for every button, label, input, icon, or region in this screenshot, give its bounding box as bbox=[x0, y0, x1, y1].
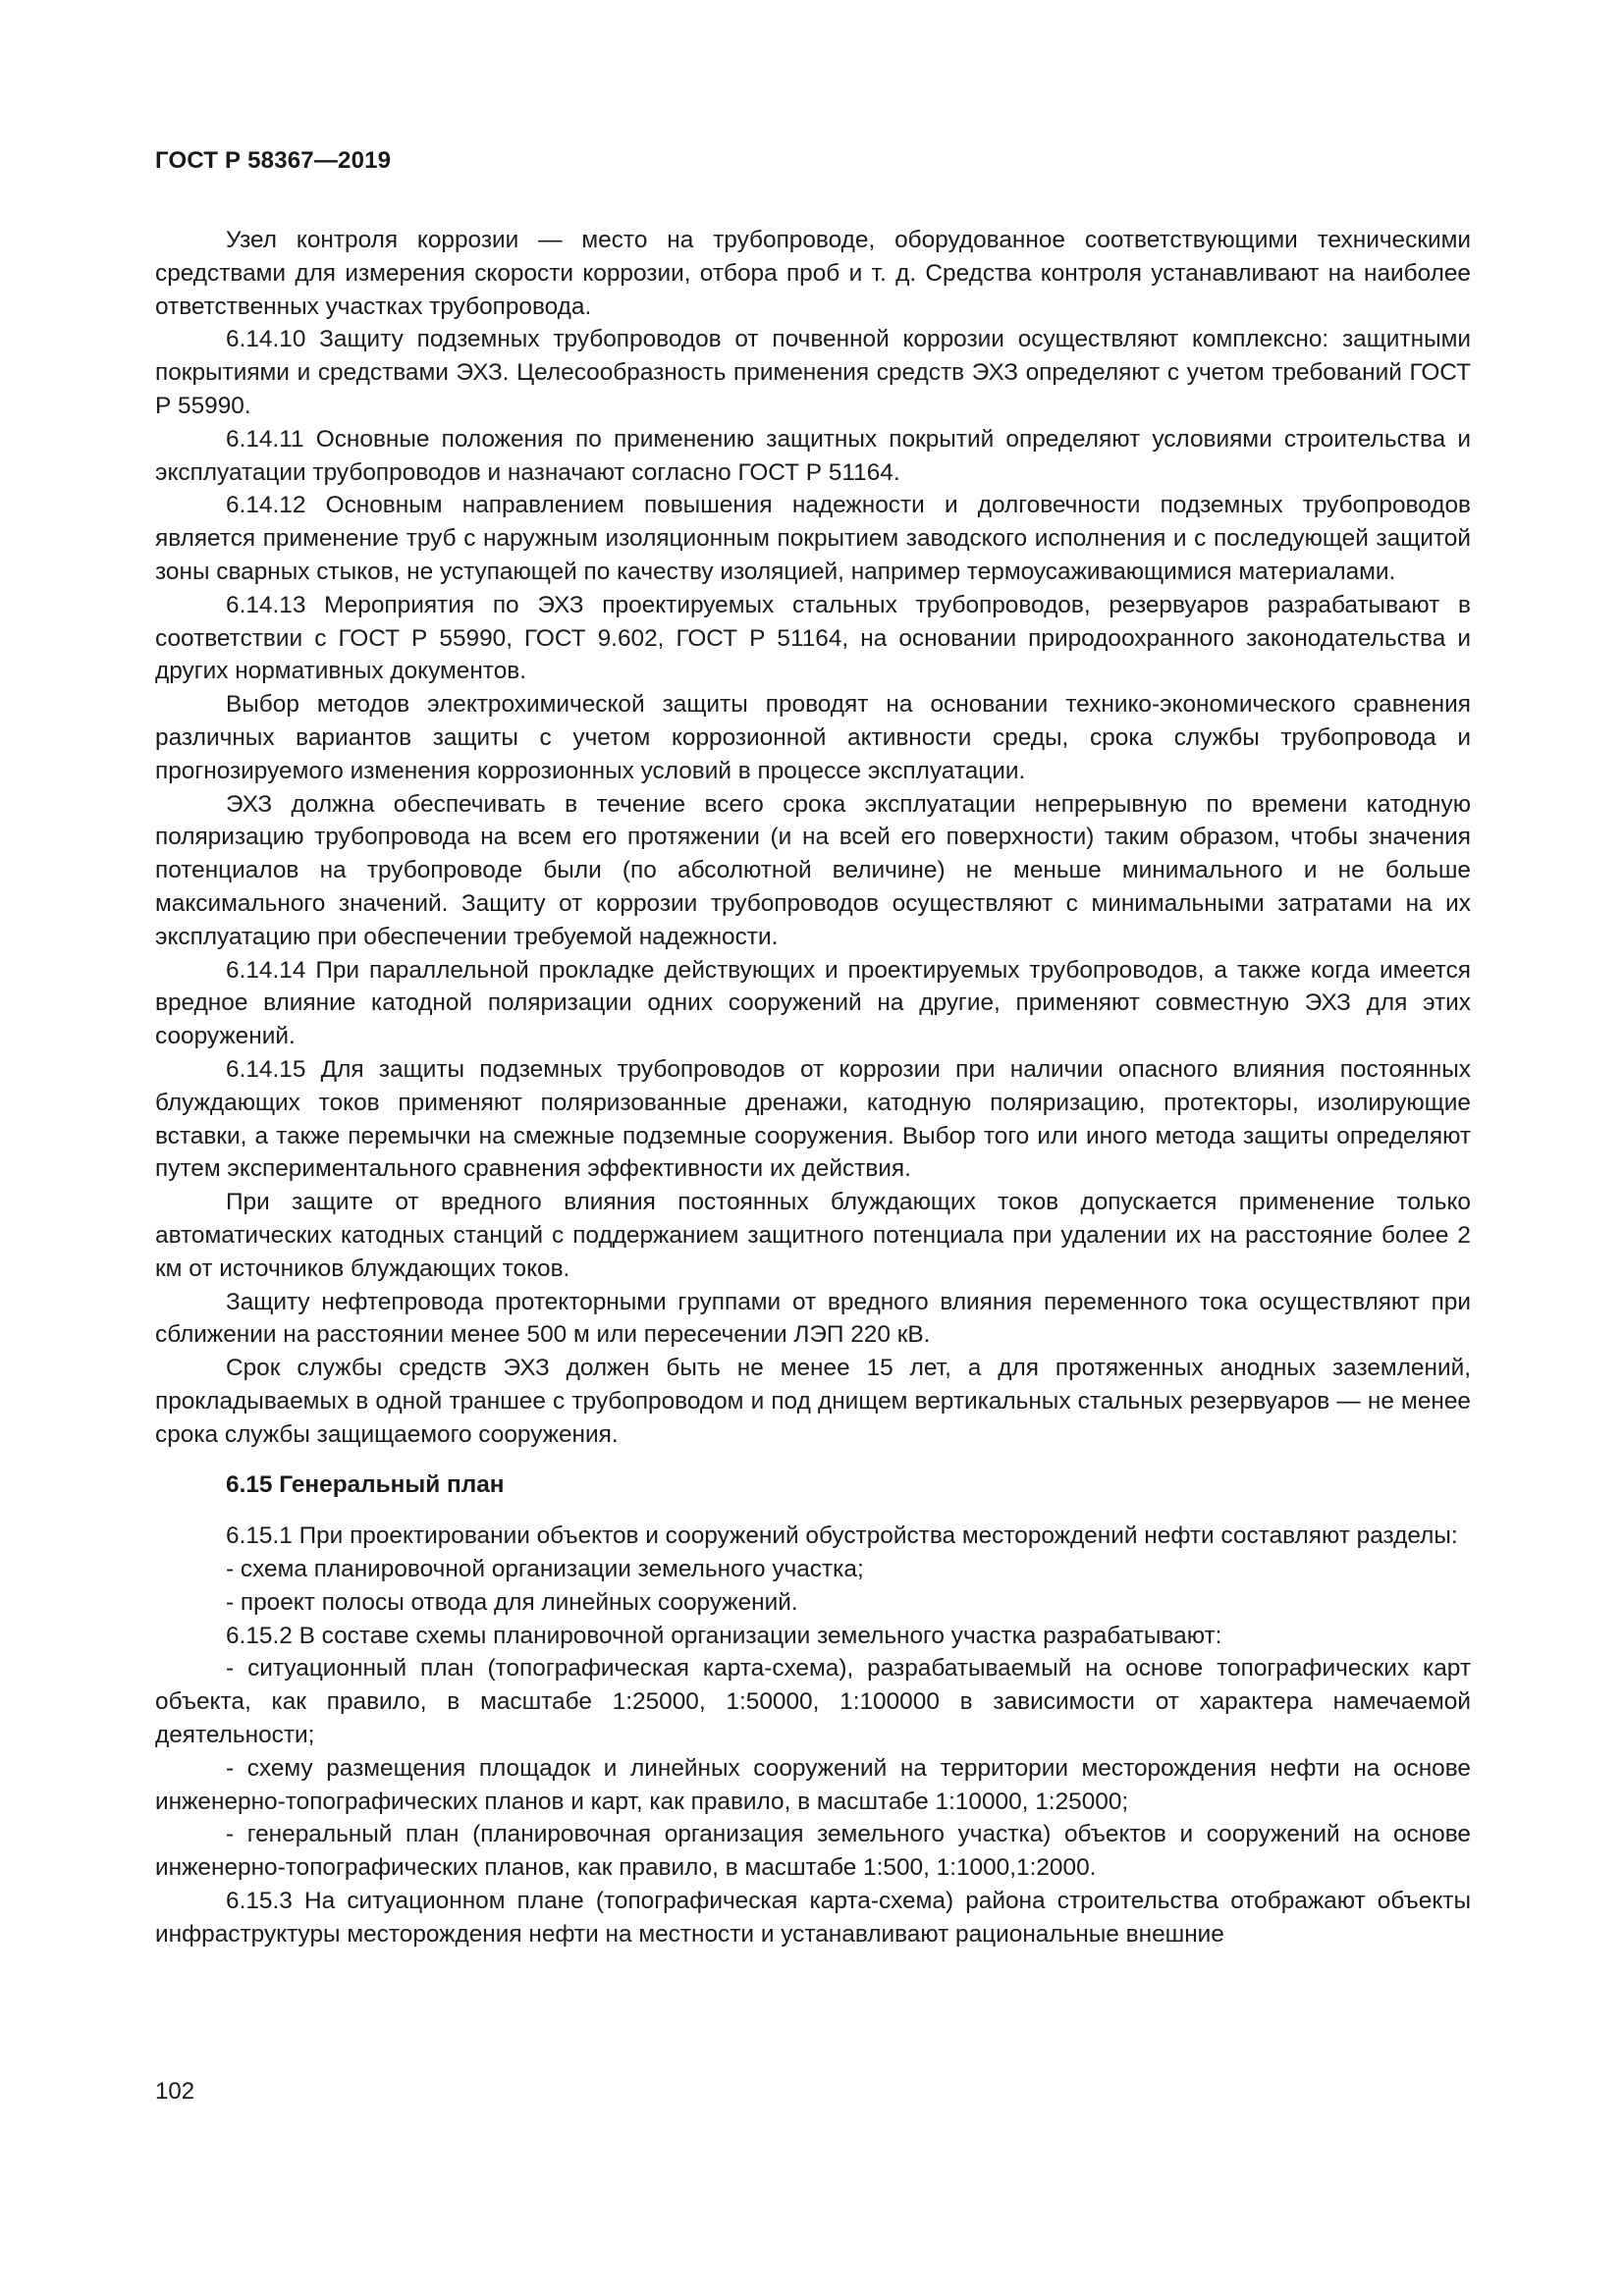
section-paragraph: 6.15.1 При проектировании объектов и сооружений обустройства месторождений нефти составляют разделы: bbox=[226, 1522, 1458, 1550]
body-paragraph: Защиту нефтепровода протекторными группами от вредного влияния переменного тока осуществляют при сближении на расстоянии менее 500 м или пересечении ЛЭП 220 кВ. bbox=[155, 1288, 1471, 1349]
page-number: 102 bbox=[155, 2078, 195, 2105]
document-header: ГОСТ Р 58367—2019 bbox=[155, 147, 392, 174]
body-paragraph: 6.14.11 Основные положения по применению защитных покрытий определяют условиями строительства и эксплуатации трубопроводов и назначают согласно ГОСТ Р 51164. bbox=[155, 425, 1471, 486]
body-paragraph: 6.14.15 Для защиты подземных трубопроводов от коррозии при наличии опасного влияния постоянных блуждающих токов применяют поляризованные дренажи, катодную поляризацию, протекторы, изолирующие вставки, а также перемычки на смежные подземные сооружения. Выбор того или иного метода защиты определяют путем экспериментального сравнения эффективности их действия. bbox=[155, 1055, 1471, 1183]
body-paragraph: 6.14.10 Защиту подземных трубопроводов от почвенной коррозии осуществляют комплексно: защитными покрытиями и средствами ЭХЗ. Целесообразность применения средств ЭХЗ определяют с учетом требований ГОСТ Р 55990. bbox=[155, 326, 1471, 419]
body-paragraph: Срок службы средств ЭХЗ должен быть не менее 15 лет, а для протяженных анодных заземлений, прокладываемых в одной траншее с трубопроводом и под днищем вертикальных стальных резервуаров — не менее срока службы защищаемого сооружения. bbox=[155, 1355, 1471, 1448]
body-paragraph: Выбор методов электрохимической защиты проводят на основании технико-экономического сравнения различных вариантов защиты с учетом коррозионной активности среды, срока службы трубопровода и прогнозируемого изменения коррозионных условий в процессе эксплуатации. bbox=[155, 691, 1471, 784]
section-heading: 6.15 Генеральный план bbox=[226, 1471, 505, 1499]
list-item: - генеральный план (планировочная организация земельного участка) объектов и сооружений на основе инженерно-топографических планов, как правило, в масштабе 1:500, 1:1000,1:2000. bbox=[155, 1821, 1471, 1882]
body-paragraph: 6.14.12 Основным направлением повышения надежности и долговечности подземных трубопроводов является применение труб с наружным изоляционным покрытием заводского исполнения и с последующей защитой зоны сварных стыков, не уступающей по качеству изоляцией, например термоусаживающимися материалами. bbox=[155, 492, 1471, 585]
body-paragraph: 6.14.14 При параллельной прокладке действующих и проектируемых трубопроводов, а также когда имеется вредное влияние катодной поляризации одних сооружений на другие, применяют совместную ЭХЗ для этих сооружений. bbox=[155, 956, 1471, 1050]
list-item: - схему размещения площадок и линейных сооружений на территории месторождения нефти на основе инженерно-топографических планов и карт, как правило, в масштабе 1:10000, 1:25000; bbox=[155, 1754, 1471, 1815]
section-paragraph: 6.15.3 На ситуационном плане (топографическая карта-схема) района строительства отображают объекты инфраструктуры месторождения нефти на местности и устанавливают рациональные внешние bbox=[155, 1888, 1471, 1948]
document-body bbox=[155, 224, 1471, 1951]
list-item: - схема планировочной организации земельного участка; bbox=[226, 1556, 864, 1583]
body-paragraph: 6.14.13 Мероприятия по ЭХЗ проектируемых стальных трубопроводов, резервуаров разрабатывают в соответствии с ГОСТ Р 55990, ГОСТ 9.602, ГОСТ Р 51164, на основании природоохранного законодательства и других нормативных документов. bbox=[155, 591, 1471, 685]
body-paragraph: ЭХЗ должна обеспечивать в течение всего срока эксплуатации непрерывную по времени катодную поляризацию трубопровода на всем его протяжении (и на всей его поверхности) таким образом, чтобы значения потенциалов на трубопроводе были (по абсолютной величине) не меньше минимального и не больше максимального значений. Защиту от коррозии трубопроводов осуществляют с минимальными затратами на их эксплуатацию при обеспечении требуемой надежности. bbox=[155, 790, 1471, 950]
body-paragraph: Узел контроля коррозии — место на трубопроводе, оборудованное соответствующими техническими средствами для измерения скорости коррозии, отбора проб и т. д. Средства контроля устанавливают на наиболее ответственных участках трубопровода. bbox=[155, 227, 1471, 320]
list-item: - проект полосы отвода для линейных сооружений. bbox=[226, 1588, 798, 1616]
list-item: - ситуационный план (топографическая карта-схема), разрабатываемый на основе топографических карт объекта, как правило, в масштабе 1:25000, 1:50000, 1:100000 в зависимости от характера намечаемой деятельности; bbox=[155, 1655, 1471, 1749]
section-paragraph: 6.15.2 В составе схемы планировочной организации земельного участка разрабатывают: bbox=[226, 1622, 1222, 1649]
body-paragraph: При защите от вредного влияния постоянных блуждающих токов допускается применение только автоматических катодных станций с поддержанием защитного потенциала при удалении их на расстояние более 2 км от источников блуждающих токов. bbox=[155, 1189, 1471, 1282]
